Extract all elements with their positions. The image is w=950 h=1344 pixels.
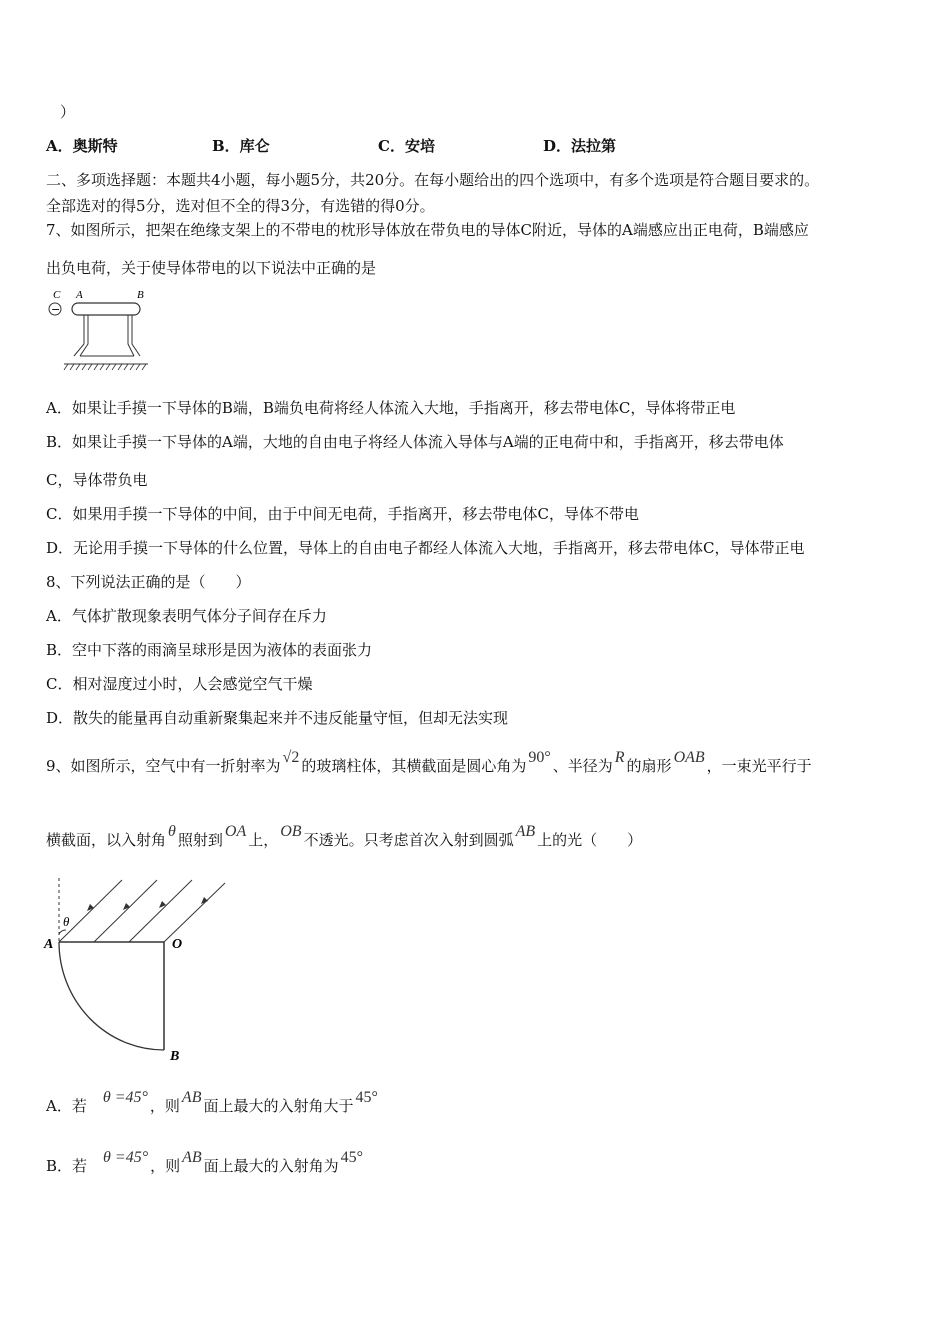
q9-text: 、半径为 [552, 757, 613, 775]
insulating-stand [74, 315, 140, 356]
fig9-label-theta: θ [63, 914, 70, 929]
math-45deg: 45° [355, 1089, 378, 1106]
q9-text: 9、如图所示，空气中有一折射率为 [46, 757, 281, 775]
q7-option-c: C．如果用手摸一下导体的中间，由于中间无电荷，手指离开，移去带电体C，导体不带电 [46, 505, 639, 523]
q6-option-c: C．安培 [378, 137, 435, 155]
arc-ab [59, 942, 164, 1050]
math-oab: OAB [673, 749, 705, 766]
fig7-label-a: A [76, 289, 83, 301]
section2-heading-line2: 全部选对的得5分，选对但不全的得3分，有选错的得0分。 [46, 197, 435, 215]
q8-option-a: A．气体扩散现象表明气体分子间存在斥力 [46, 607, 327, 625]
math-sqrt2: √2 [282, 749, 300, 766]
math-90deg: 90° [528, 749, 551, 766]
fig7-label-c: C [53, 289, 61, 301]
math-45deg: 45° [340, 1149, 364, 1166]
ray-arrows [87, 897, 208, 911]
q8-option-b: B．空中下落的雨滴呈球形是因为液体的表面张力 [46, 641, 373, 659]
q9-text: 的玻璃柱体，其横截面是圆心角为 [301, 757, 527, 775]
light-rays [59, 880, 225, 942]
q9-stem-line1 [46, 749, 812, 777]
q9-stem-line2 [46, 823, 643, 851]
q9-figure [42, 874, 242, 1064]
math-ob: OB [280, 823, 302, 840]
q7-option-b-line2: C，导体带负电 [46, 471, 148, 489]
q9-text: 的扇形 [626, 757, 672, 775]
math-theta-45: θ =45° [103, 1149, 149, 1166]
math-ab: AB [182, 1149, 202, 1166]
q9-option-a [46, 1089, 380, 1117]
fig7-label-b: B [137, 289, 144, 301]
q9-opt-text: ，则 [150, 1157, 181, 1175]
math-ab: AB [181, 1089, 202, 1106]
q9-text: ，一束光平行于 [706, 757, 812, 775]
math-oa: OA [224, 823, 247, 840]
q6-option-b: B．库仑 [212, 137, 270, 155]
angle-arc [59, 930, 66, 934]
math-theta-45: θ =45° [102, 1089, 148, 1106]
q9-text: 横截面，以入射角 [46, 831, 167, 849]
q6-option-d: D．法拉第 [543, 137, 617, 155]
fig9-label-o: O [172, 937, 183, 952]
q6-option-a: A．奥斯特 [46, 137, 118, 155]
section2-heading-line1: 二、多项选择题：本题共4小题，每小题5分，共20分。在每小题给出的四个选项中，有多个选项是符合题目要求的。 [46, 171, 820, 189]
pillow-conductor [72, 303, 140, 315]
q7-figure [44, 286, 154, 374]
q9-opt-text: 面上最大的入射角大于 [203, 1097, 354, 1115]
q7-stem-line1: 7、如图所示，把架在绝缘支架上的不带电的枕形导体放在带负电的导体C附近，导体的A端感应出正电荷，B端感应 [46, 221, 809, 239]
q9-opt-text: ，则 [149, 1097, 180, 1115]
q8-option-c: C．相对湿度过小时，人会感觉空气干燥 [46, 675, 313, 693]
math-r: R [614, 749, 625, 766]
math-ab: AB [515, 823, 536, 840]
q9-text: 上， [248, 831, 279, 849]
q9-opt-text: B．若 [46, 1157, 88, 1175]
math-theta: θ [168, 823, 176, 840]
q9-opt-text: 面上最大的入射角为 [203, 1157, 339, 1175]
top-paren: ） [60, 103, 76, 121]
q7-option-a: A．如果让手摸一下导体的B端，B端负电荷将经人体流入大地，手指离开，移去带电体C，导体将带正电 [46, 399, 736, 417]
minus-sign: − [51, 303, 61, 316]
ground-hatching [64, 364, 146, 370]
fig9-label-a: A [44, 937, 54, 952]
q9-opt-text: A．若 [46, 1097, 87, 1115]
q7-option-b-line1: B．如果让手摸一下导体的A端，大地的自由电子将经人体流入导体与A端的正电荷中和，手指离开，移去带电体 [46, 433, 784, 451]
q7-stem-line2: 出负电荷，关于使导体带电的以下说法中正确的是 [46, 259, 377, 277]
fig9-label-b: B [170, 1049, 180, 1064]
q9-text: 不透光。只考虑首次入射到圆弧 [303, 831, 514, 849]
q9-text: 上的光（ ） [537, 831, 643, 849]
q7-option-d: D．无论用手摸一下导体的什么位置，导体上的自由电子都经人体流入大地，手指离开，移去带电体C，导体带正电 [46, 539, 805, 557]
q8-option-d: D．散失的能量再自动重新聚集起来并不违反能量守恒，但却无法实现 [46, 709, 509, 727]
q9-text: 照射到 [177, 831, 223, 849]
q8-stem: 8、下列说法正确的是（ ） [46, 573, 251, 591]
q9-option-b [46, 1149, 365, 1177]
